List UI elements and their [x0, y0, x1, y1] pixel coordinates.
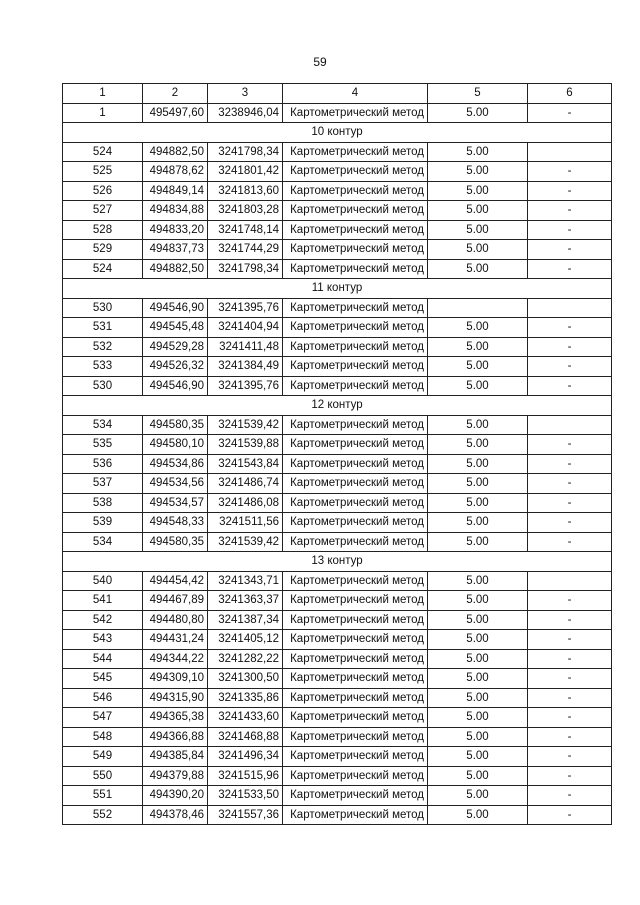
cell-accuracy: 5.00	[428, 727, 528, 747]
table-row	[63, 805, 612, 825]
cell-accuracy: 5.00	[428, 415, 528, 435]
cell-point-number: 546	[63, 688, 143, 708]
cell-coord-y: 3241384,49	[208, 357, 283, 377]
cell-coord-x: 494379,88	[143, 766, 208, 786]
cell-method: Картометрический метод	[283, 103, 428, 123]
table-row	[63, 240, 612, 260]
cell-accuracy: 5.00	[428, 571, 528, 591]
cell-note: -	[528, 669, 612, 689]
cell-note: -	[528, 474, 612, 494]
cell-coord-x: 494378,46	[143, 805, 208, 825]
table-row	[63, 181, 612, 201]
cell-coord-x: 494534,86	[143, 454, 208, 474]
table-row	[63, 630, 612, 650]
cell-coord-y: 3241486,08	[208, 493, 283, 513]
contour-row	[63, 279, 612, 299]
cell-coord-y: 3241395,76	[208, 376, 283, 396]
table-row	[63, 532, 612, 552]
cell-coord-y: 3241486,74	[208, 474, 283, 494]
cell-point-number: 528	[63, 220, 143, 240]
table-header-row	[63, 84, 612, 104]
cell-method: Картометрический метод	[283, 357, 428, 377]
header-cell-1: 1	[63, 84, 143, 104]
cell-method: Картометрический метод	[283, 786, 428, 806]
cell-accuracy: 5.00	[428, 162, 528, 182]
cell-accuracy: 5.00	[428, 357, 528, 377]
cell-point-number: 530	[63, 376, 143, 396]
cell-coord-x: 494526,32	[143, 357, 208, 377]
cell-method: Картометрический метод	[283, 610, 428, 630]
cell-accuracy: 5.00	[428, 454, 528, 474]
table-row	[63, 259, 612, 279]
cell-coord-x: 494580,10	[143, 435, 208, 455]
cell-point-number: 534	[63, 532, 143, 552]
cell-coord-x: 494315,90	[143, 688, 208, 708]
cell-accuracy: 5.00	[428, 747, 528, 767]
header-cell-2: 2	[143, 84, 208, 104]
cell-coord-y: 3241496,34	[208, 747, 283, 767]
cell-method: Картометрический метод	[283, 240, 428, 260]
cell-accuracy: 5.00	[428, 649, 528, 669]
cell-note	[528, 142, 612, 162]
cell-point-number: 531	[63, 318, 143, 338]
cell-coord-x: 494534,56	[143, 474, 208, 494]
cell-note: -	[528, 181, 612, 201]
cell-coord-x: 494546,90	[143, 376, 208, 396]
cell-point-number: 524	[63, 142, 143, 162]
cell-method: Картометрический метод	[283, 376, 428, 396]
cell-method: Картометрический метод	[283, 591, 428, 611]
cell-coord-y: 3241801,42	[208, 162, 283, 182]
cell-coord-y: 3241748,14	[208, 220, 283, 240]
cell-method: Картометрический метод	[283, 318, 428, 338]
cell-point-number: 530	[63, 298, 143, 318]
cell-coord-y: 3241813,60	[208, 181, 283, 201]
cell-note: -	[528, 201, 612, 221]
cell-method: Картометрический метод	[283, 201, 428, 221]
cell-note: -	[528, 591, 612, 611]
cell-method: Картометрический метод	[283, 727, 428, 747]
cell-point-number: 529	[63, 240, 143, 260]
cell-method: Картометрический метод	[283, 688, 428, 708]
table-row	[63, 649, 612, 669]
cell-accuracy: 5.00	[428, 630, 528, 650]
cell-coord-y: 3241798,34	[208, 142, 283, 162]
cell-note: -	[528, 513, 612, 533]
cell-coord-y: 3241511,56	[208, 513, 283, 533]
cell-point-number: 526	[63, 181, 143, 201]
cell-method: Картометрический метод	[283, 669, 428, 689]
table-row	[63, 318, 612, 338]
header-cell-5: 5	[428, 84, 528, 104]
cell-method: Картометрический метод	[283, 708, 428, 728]
cell-point-number: 537	[63, 474, 143, 494]
cell-note: -	[528, 454, 612, 474]
table-row	[63, 337, 612, 357]
cell-coord-x: 494849,14	[143, 181, 208, 201]
cell-point-number: 525	[63, 162, 143, 182]
cell-accuracy: 5.00	[428, 337, 528, 357]
cell-method: Картометрический метод	[283, 298, 428, 318]
contour-row	[63, 396, 612, 416]
cell-method: Картометрический метод	[283, 532, 428, 552]
cell-coord-y: 3241557,36	[208, 805, 283, 825]
table-row	[63, 493, 612, 513]
cell-coord-x: 494580,35	[143, 532, 208, 552]
coordinates-table	[62, 83, 612, 825]
cell-point-number: 527	[63, 201, 143, 221]
cell-note: -	[528, 162, 612, 182]
cell-accuracy: 5.00	[428, 610, 528, 630]
cell-accuracy	[428, 298, 528, 318]
cell-accuracy: 5.00	[428, 142, 528, 162]
cell-point-number: 547	[63, 708, 143, 728]
cell-point-number: 524	[63, 259, 143, 279]
cell-coord-x: 494390,20	[143, 786, 208, 806]
cell-note: -	[528, 240, 612, 260]
table-row	[63, 708, 612, 728]
cell-method: Картометрический метод	[283, 415, 428, 435]
cell-coord-y: 3241335,86	[208, 688, 283, 708]
cell-accuracy: 5.00	[428, 240, 528, 260]
cell-point-number: 545	[63, 669, 143, 689]
header-cell-4: 4	[283, 84, 428, 104]
cell-coord-x: 494548,33	[143, 513, 208, 533]
cell-method: Картометрический метод	[283, 220, 428, 240]
cell-method: Картометрический метод	[283, 259, 428, 279]
cell-point-number: 540	[63, 571, 143, 591]
table-row	[63, 162, 612, 182]
cell-point-number: 544	[63, 649, 143, 669]
cell-accuracy: 5.00	[428, 688, 528, 708]
cell-method: Картометрический метод	[283, 513, 428, 533]
cell-note: -	[528, 630, 612, 650]
cell-coord-x: 494454,42	[143, 571, 208, 591]
cell-coord-x: 494385,84	[143, 747, 208, 767]
cell-coord-x: 494878,62	[143, 162, 208, 182]
cell-accuracy: 5.00	[428, 103, 528, 123]
cell-note: -	[528, 727, 612, 747]
table-row	[63, 201, 612, 221]
cell-method: Картометрический метод	[283, 747, 428, 767]
cell-method: Картометрический метод	[283, 454, 428, 474]
cell-point-number: 541	[63, 591, 143, 611]
cell-note: -	[528, 805, 612, 825]
cell-accuracy: 5.00	[428, 786, 528, 806]
table-row	[63, 357, 612, 377]
cell-coord-y: 3241468,88	[208, 727, 283, 747]
contour-row	[63, 552, 612, 572]
cell-note: -	[528, 532, 612, 552]
cell-accuracy: 5.00	[428, 435, 528, 455]
cell-point-number: 532	[63, 337, 143, 357]
cell-method: Картометрический метод	[283, 630, 428, 650]
contour-label: 10 контур	[63, 123, 612, 143]
cell-note: -	[528, 708, 612, 728]
cell-point-number: 539	[63, 513, 143, 533]
cell-coord-y: 3241405,12	[208, 630, 283, 650]
cell-note: -	[528, 435, 612, 455]
cell-note	[528, 298, 612, 318]
table-row	[63, 298, 612, 318]
cell-method: Картометрический метод	[283, 435, 428, 455]
cell-method: Картометрический метод	[283, 181, 428, 201]
cell-accuracy: 5.00	[428, 591, 528, 611]
cell-note: -	[528, 103, 612, 123]
cell-coord-x: 494431,24	[143, 630, 208, 650]
header-cell-3: 3	[208, 84, 283, 104]
cell-coord-y: 3241404,94	[208, 318, 283, 338]
cell-method: Картометрический метод	[283, 805, 428, 825]
cell-coord-x: 494366,88	[143, 727, 208, 747]
contour-label: 13 контур	[63, 552, 612, 572]
cell-note: -	[528, 337, 612, 357]
cell-coord-y: 3238946,04	[208, 103, 283, 123]
cell-note: -	[528, 786, 612, 806]
table-row	[63, 747, 612, 767]
cell-coord-x: 494365,38	[143, 708, 208, 728]
cell-method: Картометрический метод	[283, 493, 428, 513]
cell-point-number: 548	[63, 727, 143, 747]
cell-accuracy: 5.00	[428, 805, 528, 825]
cell-point-number: 542	[63, 610, 143, 630]
cell-note: -	[528, 259, 612, 279]
table-row	[63, 688, 612, 708]
cell-accuracy: 5.00	[428, 532, 528, 552]
contour-label: 11 контур	[63, 279, 612, 299]
cell-coord-y: 3241282,22	[208, 649, 283, 669]
cell-coord-x: 494833,20	[143, 220, 208, 240]
table-row	[63, 220, 612, 240]
cell-point-number: 1	[63, 103, 143, 123]
table-row	[63, 454, 612, 474]
table-row	[63, 669, 612, 689]
table-body	[63, 84, 612, 825]
table-row	[63, 415, 612, 435]
cell-accuracy: 5.00	[428, 708, 528, 728]
cell-accuracy: 5.00	[428, 181, 528, 201]
contour-label: 12 контур	[63, 396, 612, 416]
cell-note	[528, 415, 612, 435]
cell-accuracy: 5.00	[428, 220, 528, 240]
cell-accuracy: 5.00	[428, 766, 528, 786]
cell-coord-x: 494529,28	[143, 337, 208, 357]
cell-coord-y: 3241539,42	[208, 532, 283, 552]
cell-accuracy: 5.00	[428, 318, 528, 338]
cell-coord-y: 3241363,37	[208, 591, 283, 611]
cell-coord-y: 3241515,96	[208, 766, 283, 786]
table-row	[63, 376, 612, 396]
cell-accuracy: 5.00	[428, 201, 528, 221]
cell-coord-y: 3241343,71	[208, 571, 283, 591]
table-row	[63, 591, 612, 611]
table-row	[63, 435, 612, 455]
cell-coord-x: 494882,50	[143, 259, 208, 279]
table-row	[63, 610, 612, 630]
cell-note: -	[528, 766, 612, 786]
cell-coord-x: 495497,60	[143, 103, 208, 123]
contour-row	[63, 123, 612, 143]
cell-method: Картометрический метод	[283, 162, 428, 182]
cell-coord-y: 3241744,29	[208, 240, 283, 260]
cell-accuracy: 5.00	[428, 376, 528, 396]
cell-coord-x: 494545,48	[143, 318, 208, 338]
cell-coord-y: 3241387,34	[208, 610, 283, 630]
cell-accuracy: 5.00	[428, 669, 528, 689]
cell-method: Картометрический метод	[283, 337, 428, 357]
table-row	[63, 766, 612, 786]
cell-coord-x: 494546,90	[143, 298, 208, 318]
cell-point-number: 534	[63, 415, 143, 435]
cell-point-number: 549	[63, 747, 143, 767]
cell-coord-x: 494882,50	[143, 142, 208, 162]
cell-note: -	[528, 649, 612, 669]
cell-point-number: 543	[63, 630, 143, 650]
cell-point-number: 551	[63, 786, 143, 806]
cell-accuracy: 5.00	[428, 474, 528, 494]
cell-coord-x: 494534,57	[143, 493, 208, 513]
cell-note: -	[528, 610, 612, 630]
cell-method: Картометрический метод	[283, 649, 428, 669]
cell-coord-x: 494344,22	[143, 649, 208, 669]
cell-coord-y: 3241533,50	[208, 786, 283, 806]
table-row	[63, 571, 612, 591]
cell-point-number: 538	[63, 493, 143, 513]
cell-accuracy: 5.00	[428, 259, 528, 279]
cell-coord-y: 3241803,28	[208, 201, 283, 221]
table-row	[63, 786, 612, 806]
cell-coord-y: 3241395,76	[208, 298, 283, 318]
cell-note: -	[528, 220, 612, 240]
table-row	[63, 103, 612, 123]
cell-accuracy: 5.00	[428, 493, 528, 513]
cell-method: Картометрический метод	[283, 142, 428, 162]
table-row	[63, 142, 612, 162]
table-row	[63, 474, 612, 494]
header-cell-6: 6	[528, 84, 612, 104]
cell-coord-x: 494480,80	[143, 610, 208, 630]
cell-point-number: 535	[63, 435, 143, 455]
cell-note: -	[528, 318, 612, 338]
cell-coord-x: 494837,73	[143, 240, 208, 260]
cell-method: Картометрический метод	[283, 474, 428, 494]
cell-note: -	[528, 357, 612, 377]
cell-coord-y: 3241411,48	[208, 337, 283, 357]
cell-coord-y: 3241543,84	[208, 454, 283, 474]
cell-note: -	[528, 688, 612, 708]
table-row	[63, 513, 612, 533]
page-number: 59	[313, 55, 327, 69]
table-row	[63, 727, 612, 747]
cell-coord-y: 3241798,34	[208, 259, 283, 279]
cell-coord-x: 494467,89	[143, 591, 208, 611]
cell-note: -	[528, 747, 612, 767]
cell-coord-y: 3241539,42	[208, 415, 283, 435]
cell-coord-x: 494309,10	[143, 669, 208, 689]
cell-point-number: 536	[63, 454, 143, 474]
cell-coord-y: 3241300,50	[208, 669, 283, 689]
cell-note: -	[528, 376, 612, 396]
cell-point-number: 533	[63, 357, 143, 377]
cell-note	[528, 571, 612, 591]
cell-note: -	[528, 493, 612, 513]
cell-method: Картометрический метод	[283, 571, 428, 591]
cell-coord-x: 494834,88	[143, 201, 208, 221]
cell-coord-x: 494580,35	[143, 415, 208, 435]
cell-coord-y: 3241433,60	[208, 708, 283, 728]
cell-point-number: 552	[63, 805, 143, 825]
cell-accuracy: 5.00	[428, 513, 528, 533]
cell-method: Картометрический метод	[283, 766, 428, 786]
cell-coord-y: 3241539,88	[208, 435, 283, 455]
cell-point-number: 550	[63, 766, 143, 786]
